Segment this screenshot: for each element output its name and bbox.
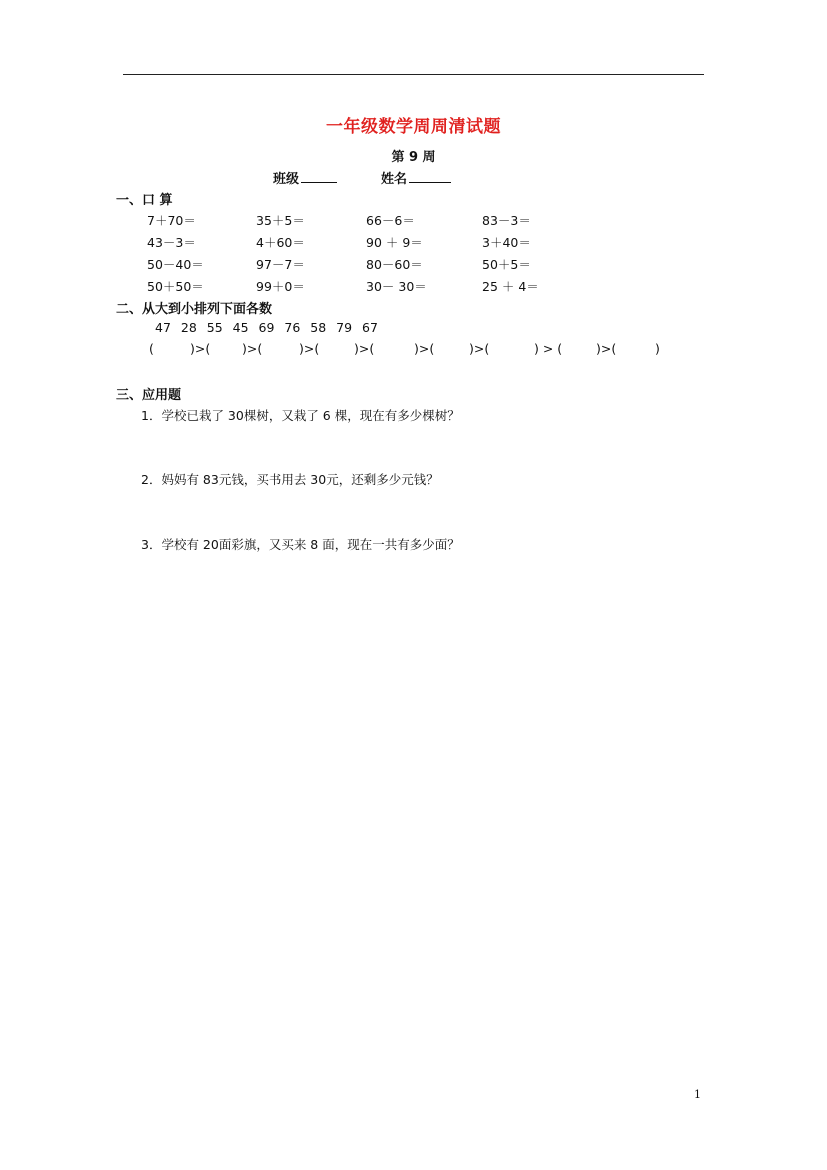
math-item: 50＋5＝ [482,257,531,272]
section-heading-mental-math: 一、口 算 [116,193,173,208]
class-label: 班级 [273,172,300,187]
math-item: 83－3＝ [482,213,531,228]
class-field [273,168,337,187]
page-number: 1 [694,1088,701,1101]
math-item: 30－ 30＝ [366,279,427,294]
class-blank[interactable] [301,169,337,183]
header-rule [123,74,704,75]
paren-segment: ) [655,341,660,356]
number-list: 47 28 55 45 69 76 58 79 67 [155,320,378,335]
math-item: 66－6＝ [366,213,415,228]
word-problem-1: 1．学校已栽了 30棵树，又栽了 6 棵，现在有多少棵树？ [141,408,460,423]
paren-segment: )>( [190,341,211,356]
math-item: 99＋0＝ [256,279,305,294]
paren-segment: )>( [469,341,490,356]
math-item: 97－7＝ [256,257,305,272]
math-item: 43－3＝ [147,235,196,250]
paren-segment: )>( [414,341,435,356]
math-item: 4＋60＝ [256,235,305,250]
paren-segment: )>( [242,341,263,356]
week-label: 第 9 周 [391,150,436,165]
math-item: 25 ＋ 4＝ [482,279,539,294]
worksheet-title: 一年级数学周周清试题 [326,117,501,137]
paren-segment: ( [149,341,154,356]
math-item: 35＋5＝ [256,213,305,228]
math-item: 50＋50＝ [147,279,204,294]
paren-segment: ) > ( [534,341,563,356]
word-problem-2: 2．妈妈有 83元钱，买书用去 30元，还剩多少元钱？ [141,472,439,487]
math-item: 3＋40＝ [482,235,531,250]
math-item: 90 ＋ 9＝ [366,235,423,250]
paren-segment: )>( [354,341,375,356]
math-item: 50－40＝ [147,257,204,272]
paren-segment: )>( [596,341,617,356]
word-problem-3: 3．学校有 20面彩旗，又买来 8 面，现在一共有多少面？ [141,537,460,552]
section-heading-word-problems: 三、应用题 [116,388,182,403]
name-blank[interactable] [409,169,451,183]
name-field [381,168,451,187]
math-item: 7＋70＝ [147,213,196,228]
name-label: 姓名 [381,172,408,187]
math-item: 80－60＝ [366,257,423,272]
paren-segment: )>( [299,341,320,356]
section-heading-ordering: 二、从大到小排列下面各数 [116,302,273,317]
